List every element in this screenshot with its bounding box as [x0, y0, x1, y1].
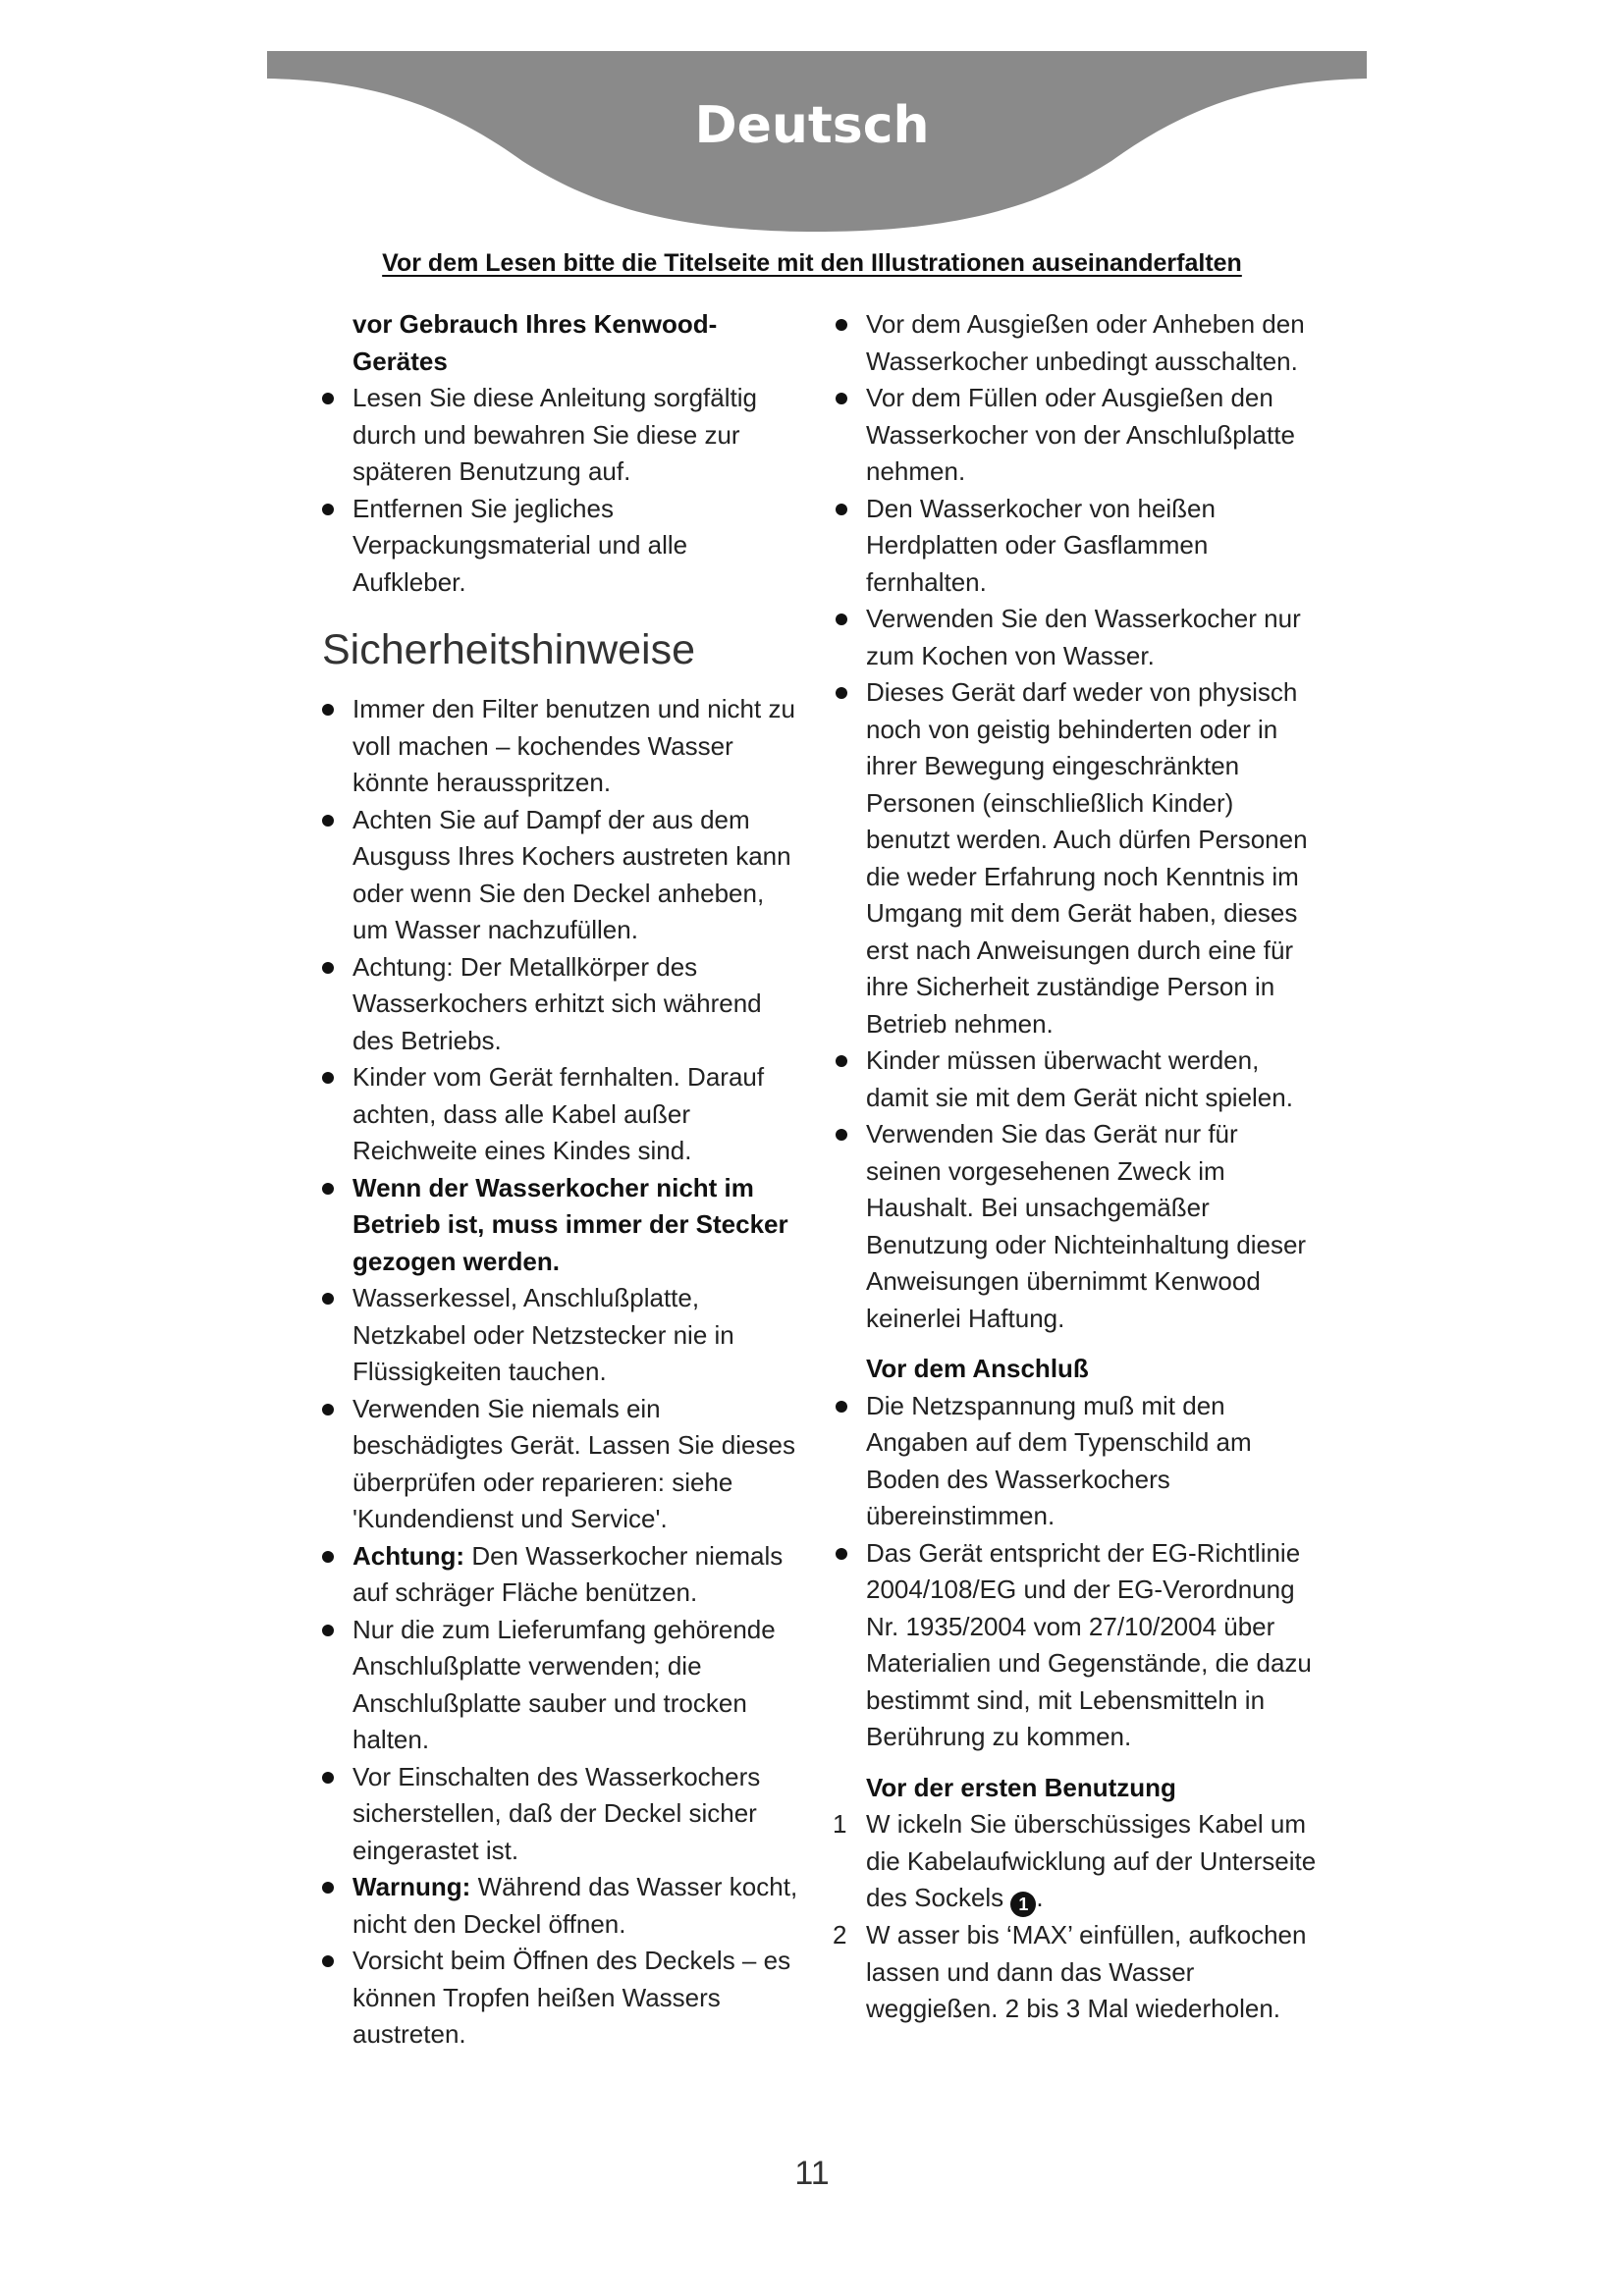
list-item: Kinder vom Gerät fernhalten. Darauf achten, dass alle Kabel außer Reichweite eines Kindes sind. — [316, 1059, 803, 1170]
bullet-icon — [322, 1183, 334, 1195]
before-use-list — [316, 380, 803, 601]
bullet-icon — [836, 1548, 847, 1560]
list-item: Das Gerät entspricht der EG-Richtlinie 2004/108/EG und der EG-Verordnung Nr. 1935/2004 vom 27/10/2004 über Materialien und Gegenstände, die dazu bestimmt sind, mit Lebensmitteln in Berührung zu kommen. — [830, 1535, 1319, 1756]
list-item: Achten Sie auf Dampf der aus dem Ausguss Ihres Kochers austreten kann oder wenn Sie den Deckel anheben, um Wasser nachzufüllen. — [316, 802, 803, 949]
list-item: Vor Einschalten des Wasserkochers sicherstellen, daß der Deckel sicher eingerastet ist. — [316, 1759, 803, 1870]
before-use-heading: vor Gebrauch Ihres Kenwood-Gerätes — [352, 309, 718, 376]
page-title: Deutsch — [694, 96, 930, 155]
list-item: Verwenden Sie den Wasserkocher nur zum Kochen von Wasser. — [830, 601, 1319, 674]
bullet-icon — [322, 504, 334, 515]
bullet-icon — [322, 1882, 334, 1894]
step-item: 1 W ickeln Sie überschüssiges Kabel um die Kabelaufwicklung auf der Unterseite des Sockels 1 . — [830, 1806, 1319, 1917]
page-number: 11 — [794, 2155, 830, 2192]
list-item-important: Wenn der Wasserkocher nicht im Betrieb ist, muss immer der Stecker gezogen werden. — [316, 1170, 803, 1281]
list-item: Nur die zum Lieferumfang gehörende Anschlußplatte verwenden; die Anschlußplatte sauber und trocken halten. — [316, 1612, 803, 1759]
connection-heading: Vor dem Anschluß — [866, 1354, 1089, 1383]
bullet-icon — [322, 1625, 334, 1636]
list-item: Entfernen Sie jegliches Verpackungsmaterial und alle Aufkleber. — [316, 491, 803, 602]
bullet-icon — [322, 1772, 334, 1784]
warning-label: Warnung: — [352, 1872, 471, 1901]
bullet-icon — [322, 1293, 334, 1305]
attention-label: Achtung: — [352, 1540, 465, 1571]
list-item: Warnung: Während das Wasser kocht, nicht den Deckel öffnen. — [316, 1869, 803, 1943]
list-item: Vor dem Ausgießen oder Anheben den Wasserkocher unbedingt ausschalten. — [830, 306, 1319, 380]
intro-note: Vor dem Lesen bitte die Titelseite mit den Illustrationen auseinanderfalten — [382, 249, 1242, 277]
bullet-icon — [322, 1551, 334, 1563]
list-item: Vor dem Füllen oder Ausgießen den Wasserkocher von der Anschlußplatte nehmen. — [830, 380, 1319, 491]
list-item: Dieses Gerät darf weder von physisch noch von geistig behinderten oder in ihrer Bewegung eingeschränkten Personen (einschließlich Kinder) benutzt werden. Auch dürfen Personen die weder Erfahrung noch Kenntnis im Umgang mit dem Gerät haben, dieses erst nach Anweisungen durch eine für ihre Sicherheit zuständige Person in Betrieb nehmen. — [830, 674, 1319, 1042]
list-item: Immer den Filter benutzen und nicht zu voll machen – kochendes Wasser könnte herausspritzen. — [316, 691, 803, 802]
bullet-icon — [836, 1129, 847, 1141]
safety-list-left — [316, 691, 803, 2054]
bullet-icon — [836, 614, 847, 625]
list-item: Den Wasserkocher von heißen Herdplatten oder Gasflammen fernhalten. — [830, 491, 1319, 602]
right-column — [830, 306, 1319, 2028]
list-item: Verwenden Sie das Gerät nur für seinen vorgesehenen Zweck im Haushalt. Bei unsachgemäßer Benutzung oder Nichteinhaltung dieser Anweisungen übernimmt Kenwood keinerlei Haftung. — [830, 1116, 1319, 1337]
bullet-icon — [322, 815, 334, 827]
bullet-icon — [836, 393, 847, 404]
step-number: 2 — [833, 1920, 847, 1949]
bullet-icon — [836, 504, 847, 515]
bullet-icon — [322, 962, 334, 974]
bullet-icon — [836, 1401, 847, 1413]
list-item: Kinder müssen überwacht werden, damit sie mit dem Gerät nicht spielen. — [830, 1042, 1319, 1116]
list-item: Achtung: Der Metallkörper des Wasserkochers erhitzt sich während des Betriebs. — [316, 949, 803, 1060]
step-item: 2 W asser bis ‘MAX’ einfüllen, aufkochen lassen und dann das Wasser weggießen. 2 bis 3 Mal wiederholen. — [830, 1917, 1319, 2028]
list-item: Die Netzspannung muß mit den Angaben auf dem Typenschild am Boden des Wasserkochers übereinstimmen. — [830, 1388, 1319, 1535]
bullet-icon — [322, 1072, 334, 1084]
list-item: Lesen Sie diese Anleitung sorgfältig durch und bewahren Sie diese zur späteren Benutzung auf. — [316, 380, 803, 491]
bullet-icon — [836, 319, 847, 331]
safety-heading: Sicherheitshinweise — [322, 626, 696, 673]
list-item: Vorsicht beim Öffnen des Deckels – es können Tropfen heißen Wassers austreten. — [316, 1943, 803, 2054]
list-item: Verwenden Sie niemals ein beschädigtes Gerät. Lassen Sie dieses überprüfen oder reparieren: siehe 'Kundendienst und Service'. — [316, 1391, 803, 1538]
bullet-icon — [322, 1955, 334, 1967]
safety-list-right — [830, 306, 1319, 1337]
list-item: Wasserkessel, Anschlußplatte, Netzkabel oder Netzstecker nie in Flüssigkeiten tauchen. — [316, 1280, 803, 1391]
first-use-heading: Vor der ersten Benutzung — [866, 1772, 1176, 1802]
step-number: 1 — [833, 1809, 847, 1839]
bullet-icon — [322, 704, 334, 716]
figure-reference-badge: 1 — [1010, 1892, 1036, 1917]
connection-list — [830, 1388, 1319, 1756]
left-column — [316, 306, 803, 2054]
list-item: Achtung: Den Wasserkocher niemals auf schräger Fläche benützen. — [316, 1538, 803, 1612]
bullet-icon — [836, 687, 847, 699]
bullet-icon — [322, 1404, 334, 1415]
first-use-steps — [830, 1806, 1319, 2028]
bullet-icon — [322, 393, 334, 404]
bullet-icon — [836, 1055, 847, 1067]
